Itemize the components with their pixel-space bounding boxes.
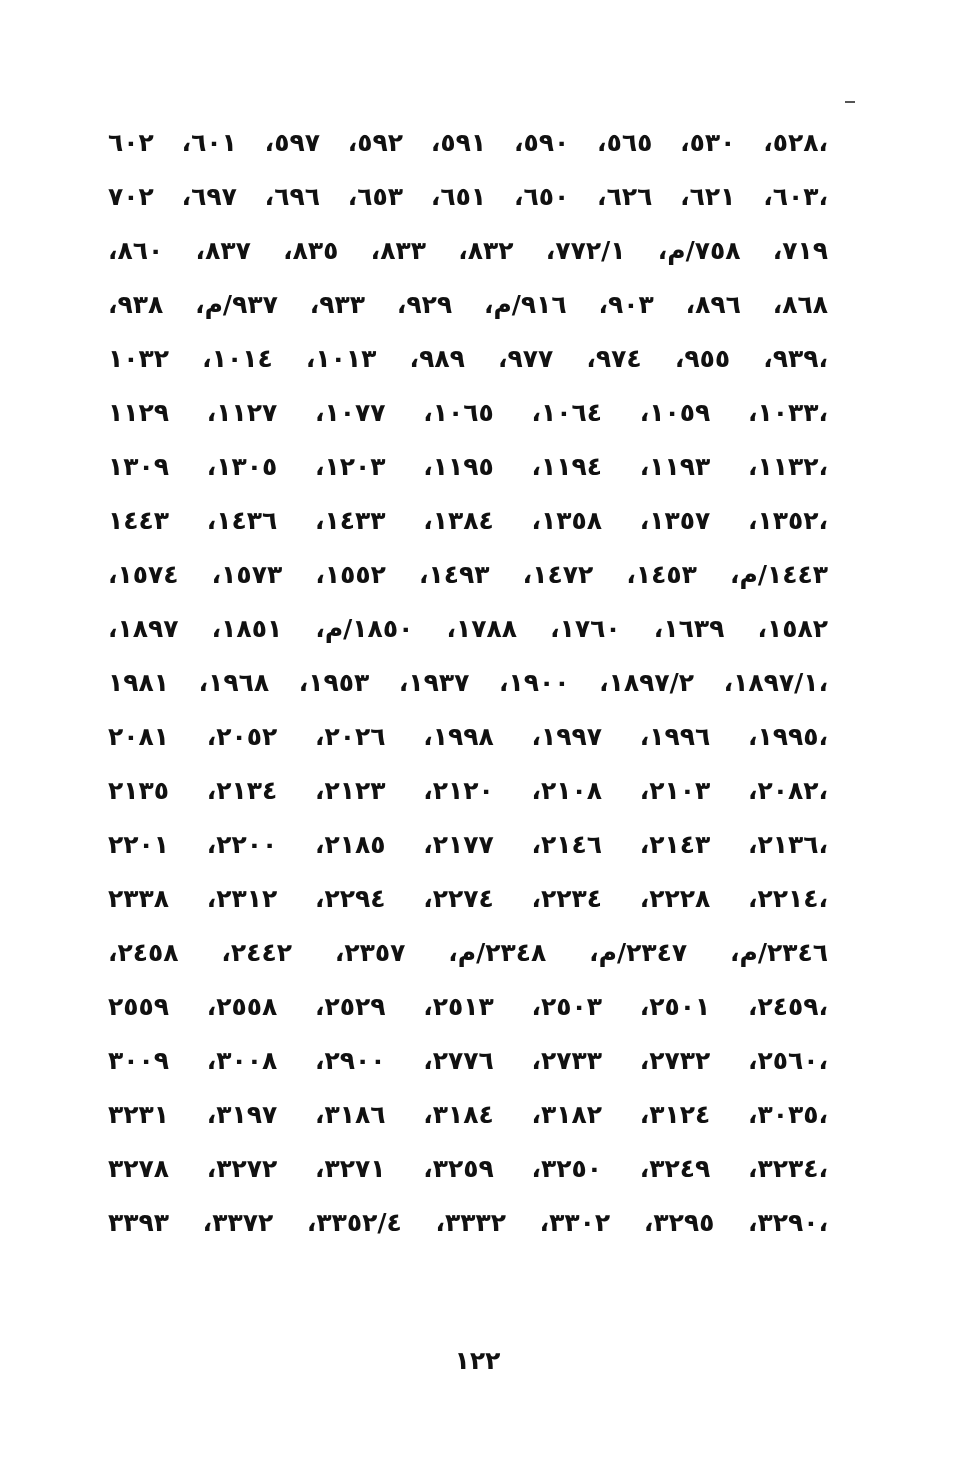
index-line: ٢٣٤٦/م، ٢٣٤٧/م، ٢٣٤٨/م، ٢٣٥٧، ٢٤٤٢، ٢٤٥٨، — [108, 938, 829, 967]
index-line: ١٤٤٣/م، ١٤٥٣، ١٤٧٢، ١٤٩٣، ١٥٥٢، ١٥٧٣، ١٥٧٤، — [108, 560, 829, 589]
index-line: ٨٦٨، ٨٩٦، ٩٠٣، ٩١٦/م، ٩٢٩، ٩٣٣، ٩٣٧/م، ٩٣٨، — [108, 290, 829, 319]
scan-mark — [845, 101, 855, 103]
index-line: ٩٣٩، ٩٥٥، ٩٧٤، ٩٧٧، ٩٨٩، ١٠١٣، ١٠١٤، ١٠٣٢، — [108, 344, 829, 373]
index-line: ٢٥٦٠، ٢٧٣٢، ٢٧٣٣، ٢٧٧٦، ٢٩٠٠، ٣٠٠٨، ٣٠٠٩، — [108, 1046, 829, 1075]
index-line: ١٠٣٣، ١٠٥٩، ١٠٦٤، ١٠٦٥، ١٠٧٧، ١١٢٧، ١١٢٩، — [108, 398, 829, 427]
index-line: ٢٠٨٢، ٢١٠٣، ٢١٠٨، ٢١٢٠، ٢١٢٣، ٢١٣٤، ٢١٣٥، — [108, 776, 829, 805]
index-line: ٣٢٣٤، ٣٢٤٩، ٣٢٥٠، ٣٢٥٩، ٣٢٧١، ٣٢٧٢، ٣٢٧٨، — [108, 1154, 829, 1183]
index-line: ٧١٩، ٧٥٨/م، ٧٧٢/١، ٨٣٢، ٨٣٣، ٨٣٥، ٨٣٧، ٨٦٠، — [108, 236, 829, 265]
index-line: ٢٤٥٩، ٢٥٠١، ٢٥٠٣، ٢٥١٣، ٢٥٢٩، ٢٥٥٨، ٢٥٥٩، — [108, 992, 829, 1021]
page-number: ١٢٢ — [454, 1346, 501, 1375]
index-line: ٦٠٣، ٦٢١، ٦٢٦، ٦٥٠، ٦٥١، ٦٥٣، ٦٩٦، ٦٩٧، ٧٠٢، — [108, 182, 829, 211]
index-line: ٢٢١٤، ٢٢٢٨، ٢٢٣٤، ٢٢٧٤، ٢٢٩٤، ٢٣١٢، ٢٣٣٨، — [108, 884, 829, 913]
index-line: ١٨٩٧/١، ١٨٩٧/٢، ١٩٠٠، ١٩٣٧، ١٩٥٣، ١٩٦٨، ١٩٨١، — [108, 668, 829, 697]
index-list — [108, 120, 828, 1254]
index-line: ٥٢٨، ٥٣٠، ٥٦٥، ٥٩٠، ٥٩١، ٥٩٢، ٥٩٧، ٦٠١، ٦٠٢، — [108, 128, 829, 157]
index-line: ٢١٣٦، ٢١٤٣، ٢١٤٦، ٢١٧٧، ٢١٨٥، ٢٢٠٠، ٢٢٠١، — [108, 830, 829, 859]
index-line: ٣٢٩٠، ٣٢٩٥، ٣٣٠٢، ٣٣٣٢، ٣٣٥٢/٤، ٣٣٧٢، ٣٣٩٣، — [108, 1208, 829, 1237]
index-line: ١٩٩٥، ١٩٩٦، ١٩٩٧، ١٩٩٨، ٢٠٢٦، ٢٠٥٢، ٢٠٨١، — [108, 722, 829, 751]
index-line: ١٣٥٢، ١٣٥٧، ١٣٥٨، ١٣٨٤، ١٤٣٣، ١٤٣٦، ١٤٤٣، — [108, 506, 829, 535]
index-line: ٣٠٣٥، ٣١٢٤، ٣١٨٢، ٣١٨٤، ٣١٨٦، ٣١٩٧، ٣٢٣١، — [108, 1100, 829, 1129]
index-line: ١١٣٢، ١١٩٣، ١١٩٤، ١١٩٥، ١٢٠٣، ١٣٠٥، ١٣٠٩، — [108, 452, 829, 481]
index-line: ١٥٨٢، ١٦٣٩، ١٧٦٠، ١٧٨٨، ١٨٥٠/م، ١٨٥١، ١٨٩٧، — [108, 614, 829, 643]
